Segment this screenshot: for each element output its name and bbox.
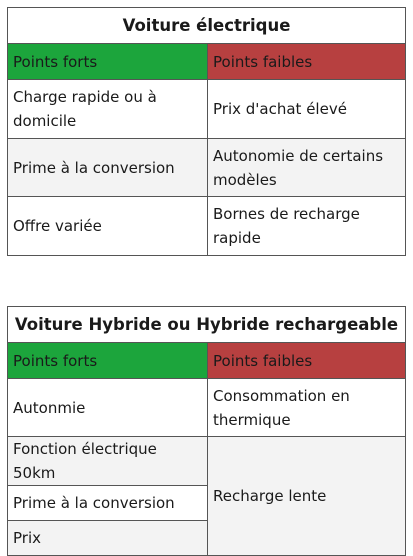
electric-car-table — [7, 7, 406, 256]
hybrid-car-table-title: Voiture Hybride ou Hybride rechargeable — [8, 307, 406, 343]
table-row — [8, 379, 406, 437]
electric-weakness-cell: Bornes de recharge rapide — [208, 197, 406, 256]
table-row — [8, 139, 406, 197]
table-row — [8, 80, 406, 139]
electric-weaknesses-header: Points faibles — [208, 44, 406, 80]
electric-car-table-title: Voiture électrique — [8, 8, 406, 44]
electric-weakness-cell: Prix d'achat élevé — [208, 80, 406, 139]
hybrid-strength-cell: Prix — [8, 521, 208, 556]
hybrid-car-table — [7, 306, 406, 556]
table-row — [8, 197, 406, 256]
hybrid-weaknesses-header: Points faibles — [208, 343, 406, 379]
hybrid-weakness-cell: Consommation en thermique — [208, 379, 406, 437]
electric-strength-cell: Offre variée — [8, 197, 208, 256]
table-row — [8, 437, 406, 486]
hybrid-strength-cell: Prime à la conversion — [8, 486, 208, 521]
hybrid-strength-cell: Fonction électrique 50km — [8, 437, 208, 486]
hybrid-strengths-header: Points forts — [8, 343, 208, 379]
electric-weakness-cell: Autonomie de certains modèles — [208, 139, 406, 197]
hybrid-weakness-merged-cell: Recharge lente — [208, 437, 406, 556]
hybrid-strength-cell: Autonmie — [8, 379, 208, 437]
electric-strengths-header: Points forts — [8, 44, 208, 80]
electric-strength-cell: Prime à la conversion — [8, 139, 208, 197]
electric-strength-cell: Charge rapide ou à domicile — [8, 80, 208, 139]
